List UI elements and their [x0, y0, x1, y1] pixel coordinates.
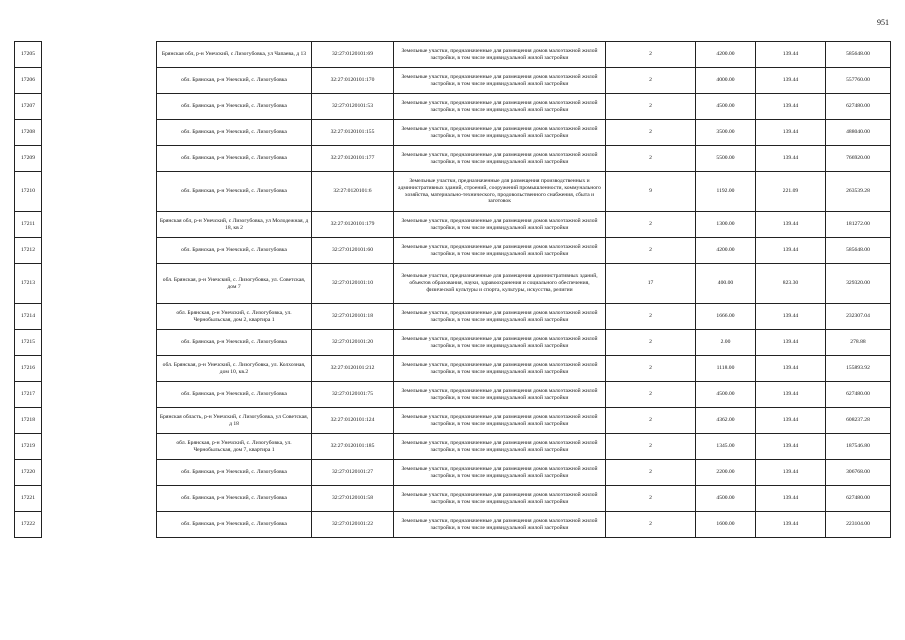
- row-number-cell: 17208: [15, 120, 42, 146]
- land-purpose-cell: Земельные участки, предназначенные для размещения домов малоэтажной жилой застройки, в том числе индивидуальной жилой застройки: [394, 382, 606, 408]
- address-cell: обл. Брянская, р-н Унечский, с. Лизогубовка, ул. Советская, дом 7: [157, 264, 312, 304]
- cadastral-number-cell: 32:27:0120101:170: [312, 68, 394, 94]
- cadastral-value-cell: 608237.28: [826, 408, 891, 434]
- area-cell: 2.00: [696, 330, 756, 356]
- row-number-cell: 17207: [15, 94, 42, 120]
- address-cell: обл. Брянская, р-н Унечский, с. Лизогубовка, ул. Чернобыльская, дом 7, квартира 1: [157, 434, 312, 460]
- table-row: [15, 460, 891, 486]
- cadastral-value-cell: 557760.00: [826, 68, 891, 94]
- row-number-cell: 17213: [15, 264, 42, 304]
- table-row: [15, 434, 891, 460]
- address-cell: обл. Брянская, р-н Унечский, с. Лизогубовка: [157, 238, 312, 264]
- cadastral-value-cell: 187546.80: [826, 434, 891, 460]
- cadastral-value-cell: 329320.00: [826, 264, 891, 304]
- address-cell: обл. Брянская, р-н Унечский, с. Лизогубовка: [157, 120, 312, 146]
- table-row: [15, 512, 891, 538]
- area-cell: 1192.00: [696, 172, 756, 212]
- use-group-cell: 2: [606, 120, 696, 146]
- address-cell: Брянская обл, р-н Унечский, с Лизогубовка, ул Молодежная, д 18, кв 2: [157, 212, 312, 238]
- area-cell: 4000.00: [696, 68, 756, 94]
- registry-body: [15, 42, 891, 538]
- use-group-cell: 2: [606, 460, 696, 486]
- cadastral-number-cell: 32:27:0120101:212: [312, 356, 394, 382]
- use-group-cell: 2: [606, 330, 696, 356]
- land-purpose-cell: Земельные участки, предназначенные для размещения домов малоэтажной жилой застройки, в том числе индивидуальной жилой застройки: [394, 120, 606, 146]
- area-cell: 4500.00: [696, 486, 756, 512]
- table-row: [15, 120, 891, 146]
- table-row: [15, 330, 891, 356]
- row-number-cell: 17205: [15, 42, 42, 68]
- cadastral-value-cell: 627480.00: [826, 94, 891, 120]
- row-number-cell: 17217: [15, 382, 42, 408]
- area-cell: 5500.00: [696, 146, 756, 172]
- use-group-cell: 2: [606, 238, 696, 264]
- cadastral-number-cell: 32:27:0120101:53: [312, 94, 394, 120]
- use-group-cell: 2: [606, 42, 696, 68]
- specific-value-cell: 139.44: [756, 382, 826, 408]
- table-row: [15, 238, 891, 264]
- table-row: [15, 408, 891, 434]
- specific-value-cell: 139.44: [756, 304, 826, 330]
- specific-value-cell: 139.44: [756, 212, 826, 238]
- specific-value-cell: 139.44: [756, 486, 826, 512]
- cadastral-value-cell: 232307.04: [826, 304, 891, 330]
- land-purpose-cell: Земельные участки, предназначенные для размещения домов малоэтажной жилой застройки, в том числе индивидуальной жилой застройки: [394, 330, 606, 356]
- row-number-cell: 17206: [15, 68, 42, 94]
- cadastral-number-cell: 32:27:0120101:27: [312, 460, 394, 486]
- spacer-cell: [42, 94, 157, 120]
- land-purpose-cell: Земельные участки, предназначенные для размещения домов малоэтажной жилой застройки, в том числе индивидуальной жилой застройки: [394, 356, 606, 382]
- address-cell: Брянская обл, р-н Унечский, с Лизогубовка, ул Чапаева, д 13: [157, 42, 312, 68]
- cadastral-value-cell: 181272.00: [826, 212, 891, 238]
- land-purpose-cell: Земельные участки, предназначенные для размещения домов малоэтажной жилой застройки, в том числе индивидуальной жилой застройки: [394, 94, 606, 120]
- table-row: [15, 356, 891, 382]
- land-purpose-cell: Земельные участки, предназначенные для размещения домов малоэтажной жилой застройки, в том числе индивидуальной жилой застройки: [394, 408, 606, 434]
- cadastral-value-cell: 223104.00: [826, 512, 891, 538]
- cadastral-number-cell: 32:27:0120101:58: [312, 486, 394, 512]
- area-cell: 4500.00: [696, 382, 756, 408]
- row-number-cell: 17214: [15, 304, 42, 330]
- land-purpose-cell: Земельные участки, предназначенные для размещения домов малоэтажной жилой застройки, в том числе индивидуальной жилой застройки: [394, 304, 606, 330]
- use-group-cell: 2: [606, 146, 696, 172]
- table-row: [15, 382, 891, 408]
- specific-value-cell: 823.30: [756, 264, 826, 304]
- spacer-cell: [42, 382, 157, 408]
- spacer-cell: [42, 434, 157, 460]
- row-number-cell: 17222: [15, 512, 42, 538]
- row-number-cell: 17211: [15, 212, 42, 238]
- area-cell: 1300.00: [696, 212, 756, 238]
- address-cell: обл. Брянская, р-н Унечский, с. Лизогубовка: [157, 94, 312, 120]
- address-cell: обл. Брянская, р-н Унечский, с. Лизогубовка, ул. Колхозная, дом 10, кв.2: [157, 356, 312, 382]
- area-cell: 4362.00: [696, 408, 756, 434]
- cadastral-value-cell: 488040.00: [826, 120, 891, 146]
- specific-value-cell: 139.44: [756, 356, 826, 382]
- use-group-cell: 9: [606, 172, 696, 212]
- address-cell: обл. Брянская, р-н Унечский, с. Лизогубовка: [157, 460, 312, 486]
- cadastral-value-cell: 263539.28: [826, 172, 891, 212]
- address-cell: обл. Брянская, р-н Унечский, с. Лизогубовка: [157, 486, 312, 512]
- specific-value-cell: 139.44: [756, 68, 826, 94]
- cadastral-number-cell: 32:27:0120101:60: [312, 238, 394, 264]
- land-purpose-cell: Земельные участки, предназначенные для размещения производственных и административных зданий, строений, сооружений промышленности, коммунального хозяйства, материально-технического, продовольственного снабжения, сбыта и заготовок: [394, 172, 606, 212]
- specific-value-cell: 139.44: [756, 330, 826, 356]
- land-purpose-cell: Земельные участки, предназначенные для размещения домов малоэтажной жилой застройки, в том числе индивидуальной жилой застройки: [394, 42, 606, 68]
- area-cell: 4500.00: [696, 94, 756, 120]
- specific-value-cell: 139.44: [756, 460, 826, 486]
- cadastral-value-cell: 306768.00: [826, 460, 891, 486]
- table-row: [15, 264, 891, 304]
- specific-value-cell: 139.44: [756, 42, 826, 68]
- specific-value-cell: 139.44: [756, 94, 826, 120]
- row-number-cell: 17220: [15, 460, 42, 486]
- spacer-cell: [42, 120, 157, 146]
- spacer-cell: [42, 42, 157, 68]
- cadastral-number-cell: 32:27:0120101:18: [312, 304, 394, 330]
- cadastral-number-cell: 32:27:0120101:20: [312, 330, 394, 356]
- cadastral-number-cell: 32:27:0120101:124: [312, 408, 394, 434]
- table-row: [15, 42, 891, 68]
- specific-value-cell: 139.44: [756, 512, 826, 538]
- address-cell: обл. Брянская, р-н Унечский, с. Лизогубовка: [157, 68, 312, 94]
- address-cell: обл. Брянская, р-н Унечский, с. Лизогубовка: [157, 172, 312, 212]
- specific-value-cell: 139.44: [756, 408, 826, 434]
- area-cell: 4200.00: [696, 42, 756, 68]
- row-number-cell: 17215: [15, 330, 42, 356]
- specific-value-cell: 139.44: [756, 146, 826, 172]
- specific-value-cell: 139.44: [756, 238, 826, 264]
- address-cell: обл. Брянская, р-н Унечский, с. Лизогубовка: [157, 512, 312, 538]
- use-group-cell: 17: [606, 264, 696, 304]
- spacer-cell: [42, 68, 157, 94]
- land-purpose-cell: Земельные участки, предназначенные для размещения домов малоэтажной жилой застройки, в том числе индивидуальной жилой застройки: [394, 486, 606, 512]
- cadastral-value-cell: 585648.00: [826, 42, 891, 68]
- address-cell: обл. Брянская, р-н Унечский, с. Лизогубовка: [157, 382, 312, 408]
- table-row: [15, 304, 891, 330]
- area-cell: 1118.00: [696, 356, 756, 382]
- cadastral-registry-table: [14, 41, 891, 538]
- cadastral-number-cell: 32:27:0120101:69: [312, 42, 394, 68]
- table-row: [15, 212, 891, 238]
- spacer-cell: [42, 356, 157, 382]
- area-cell: 400.00: [696, 264, 756, 304]
- cadastral-number-cell: 32:27:0120101:6: [312, 172, 394, 212]
- spacer-cell: [42, 238, 157, 264]
- land-purpose-cell: Земельные участки, предназначенные для размещения домов малоэтажной жилой застройки, в том числе индивидуальной жилой застройки: [394, 212, 606, 238]
- use-group-cell: 2: [606, 512, 696, 538]
- spacer-cell: [42, 146, 157, 172]
- area-cell: 1600.00: [696, 512, 756, 538]
- address-cell: Брянская область, р-н Унечский, с Лизогубовка, ул Советская, д 18: [157, 408, 312, 434]
- land-purpose-cell: Земельные участки, предназначенные для размещения административных зданий, объектов образования, науки, здравоохранения и социального обеспечения, физической культуры и спорта, культуры, искусства, религии: [394, 264, 606, 304]
- use-group-cell: 2: [606, 408, 696, 434]
- row-number-cell: 17221: [15, 486, 42, 512]
- spacer-cell: [42, 512, 157, 538]
- land-purpose-cell: Земельные участки, предназначенные для размещения домов малоэтажной жилой застройки, в том числе индивидуальной жилой застройки: [394, 434, 606, 460]
- row-number-cell: 17219: [15, 434, 42, 460]
- table-row: [15, 172, 891, 212]
- use-group-cell: 2: [606, 356, 696, 382]
- spacer-cell: [42, 172, 157, 212]
- spacer-cell: [42, 460, 157, 486]
- table-row: [15, 146, 891, 172]
- area-cell: 1345.00: [696, 434, 756, 460]
- spacer-cell: [42, 330, 157, 356]
- spacer-cell: [42, 408, 157, 434]
- table-row: [15, 94, 891, 120]
- land-purpose-cell: Земельные участки, предназначенные для размещения домов малоэтажной жилой застройки, в том числе индивидуальной жилой застройки: [394, 68, 606, 94]
- address-cell: обл. Брянская, р-н Унечский, с. Лизогубовка: [157, 146, 312, 172]
- cadastral-value-cell: 585648.00: [826, 238, 891, 264]
- use-group-cell: 2: [606, 304, 696, 330]
- cadastral-number-cell: 32:27:0120101:179: [312, 212, 394, 238]
- cadastral-number-cell: 32:27:0120101:10: [312, 264, 394, 304]
- spacer-cell: [42, 486, 157, 512]
- row-number-cell: 17210: [15, 172, 42, 212]
- row-number-cell: 17218: [15, 408, 42, 434]
- specific-value-cell: 139.44: [756, 120, 826, 146]
- cadastral-value-cell: 627480.00: [826, 486, 891, 512]
- cadastral-number-cell: 32:27:0120101:185: [312, 434, 394, 460]
- row-number-cell: 17209: [15, 146, 42, 172]
- area-cell: 4200.00: [696, 238, 756, 264]
- spacer-cell: [42, 304, 157, 330]
- use-group-cell: 2: [606, 212, 696, 238]
- cadastral-number-cell: 32:27:0120101:155: [312, 120, 394, 146]
- use-group-cell: 2: [606, 434, 696, 460]
- area-cell: 3500.00: [696, 120, 756, 146]
- use-group-cell: 2: [606, 68, 696, 94]
- land-purpose-cell: Земельные участки, предназначенные для размещения домов малоэтажной жилой застройки, в том числе индивидуальной жилой застройки: [394, 512, 606, 538]
- row-number-cell: 17212: [15, 238, 42, 264]
- cadastral-value-cell: 278.88: [826, 330, 891, 356]
- cadastral-number-cell: 32:27:0120101:177: [312, 146, 394, 172]
- cadastral-number-cell: 32:27:0120101:22: [312, 512, 394, 538]
- use-group-cell: 2: [606, 382, 696, 408]
- area-cell: 1666.00: [696, 304, 756, 330]
- cadastral-number-cell: 32:27:0120101:75: [312, 382, 394, 408]
- spacer-cell: [42, 264, 157, 304]
- use-group-cell: 2: [606, 94, 696, 120]
- row-number-cell: 17216: [15, 356, 42, 382]
- spacer-cell: [42, 212, 157, 238]
- land-purpose-cell: Земельные участки, предназначенные для размещения домов малоэтажной жилой застройки, в том числе индивидуальной жилой застройки: [394, 238, 606, 264]
- land-purpose-cell: Земельные участки, предназначенные для размещения домов малоэтажной жилой застройки, в том числе индивидуальной жилой застройки: [394, 146, 606, 172]
- table-row: [15, 486, 891, 512]
- specific-value-cell: 221.09: [756, 172, 826, 212]
- area-cell: 2200.00: [696, 460, 756, 486]
- specific-value-cell: 139.44: [756, 434, 826, 460]
- cadastral-value-cell: 766920.00: [826, 146, 891, 172]
- cadastral-value-cell: 627480.00: [826, 382, 891, 408]
- land-purpose-cell: Земельные участки, предназначенные для размещения домов малоэтажной жилой застройки, в том числе индивидуальной жилой застройки: [394, 460, 606, 486]
- table-row: [15, 68, 891, 94]
- cadastral-value-cell: 155893.92: [826, 356, 891, 382]
- address-cell: обл. Брянская, р-н Унечский, с. Лизогубовка: [157, 330, 312, 356]
- use-group-cell: 2: [606, 486, 696, 512]
- page-number: 951: [877, 18, 889, 27]
- address-cell: обл. Брянская, р-н Унечский, с. Лизогубовка, ул. Чернобыльская, дом 2, квартира 1: [157, 304, 312, 330]
